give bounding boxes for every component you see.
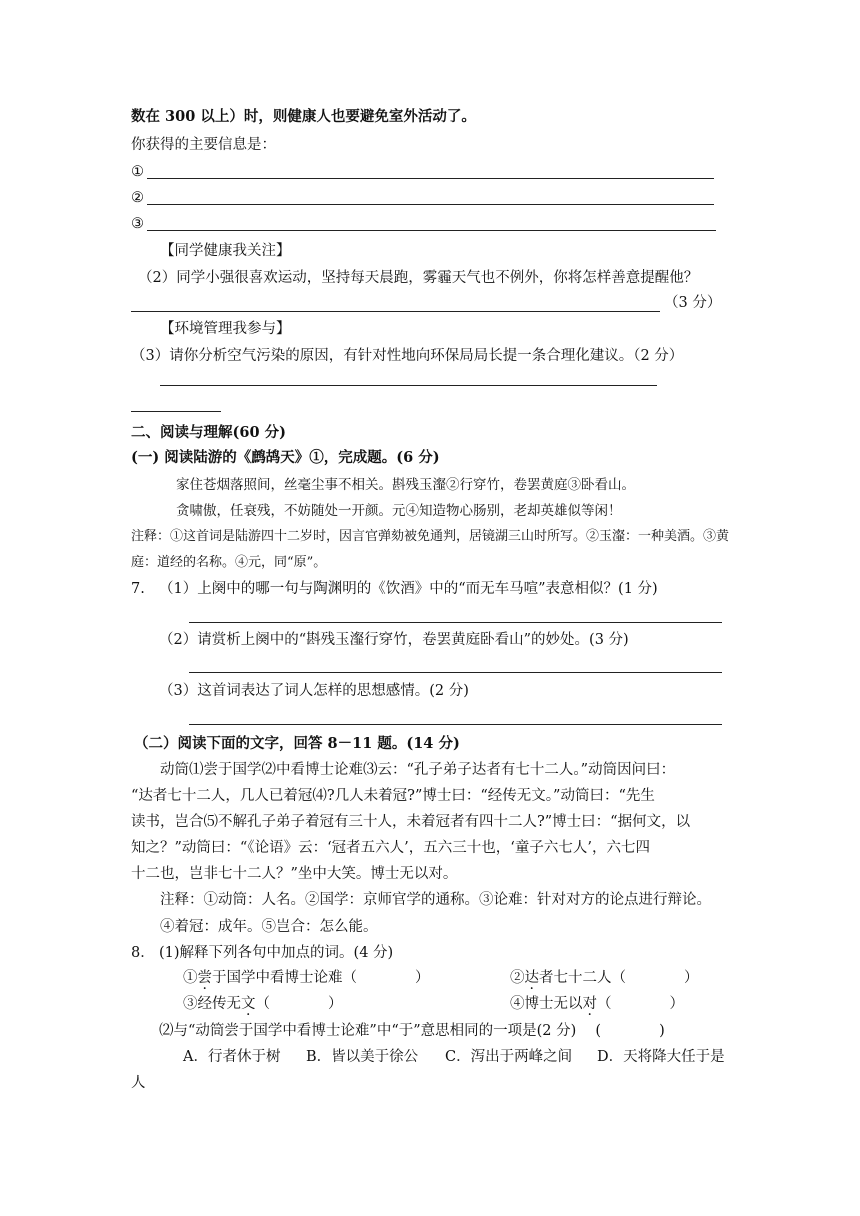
section-title: 二、阅读与理解(60 分) (131, 424, 286, 441)
answer-marker-1: ① (131, 164, 144, 180)
option-d: D．天将降大任于是 (597, 1049, 725, 1065)
q8-part1: (1)解释下列各句中加点的词。(4 分) (159, 945, 394, 961)
answer-line-q7a[interactable] (189, 622, 722, 623)
answer-marker-3: ③ (131, 216, 144, 232)
q7-part3: （3）这首词表达了词人怎样的思想感情。(2 分) (159, 683, 469, 699)
q8-item-3: ③经传无文（ ） (183, 996, 343, 1012)
q8-number: 8． (131, 945, 155, 961)
answer-line-2[interactable] (147, 204, 714, 205)
q7-number: 7. (131, 581, 145, 597)
prose-line-3: 读书，岂合⑸不解孔子弟子着冠有三十人，未着冠者有四十二人?”博士曰：“据何文，以 (131, 814, 691, 830)
env-heading: 【环境管理我参与】 (160, 321, 291, 337)
intro-text: 数在 300 以上）时，则健康人也要避免室外活动了。 (131, 108, 476, 125)
answer-line-1[interactable] (147, 178, 714, 179)
question-2: （2）同学小强很喜欢运动，坚持每天晨跑，雾霾天气也不例外，你将怎样善意提醒他？ (138, 270, 699, 286)
poem-line-2: 贪啸傲，任衰残，不妨随处一开颜。元④知造物心肠别，老却英雄似等闲！ (176, 503, 622, 519)
answer-line-q7c[interactable] (189, 724, 722, 725)
prose-note-1: 注释：①动筒：人名。②国学：京师官学的通称。③论难：针对对方的论点进行辩论。 (160, 892, 711, 908)
poem-section-title: (一) 阅读陆游的《鹧鸪天》①，完成题。(6 分) (131, 449, 440, 466)
prose-note-2: ④着冠：成年。⑤岂合：怎么能。 (160, 919, 378, 935)
option-d-continued: 人 (131, 1075, 146, 1091)
answer-line-q3a[interactable] (160, 385, 657, 386)
dotted-word: 文 (241, 996, 256, 1012)
prose-section-title: （二）阅读下面的文字，回答 8－11 题。(14 分) (134, 735, 460, 752)
prose-line-5: 十二也，岂非七十二人？”坐中大笑。博士无以对。 (131, 866, 458, 882)
poem-note-1: 注释：①这首词是陆游四十二岁时，因言官弹劾被免通判，居镜湖三山时所写。②玉瀣：一种美酒。③黄 (131, 529, 730, 544)
poem-line-1: 家住苍烟落照间，丝毫尘事不相关。斟残玉瀣②行穿竹，卷罢黄庭③卧看山。 (176, 477, 635, 493)
answer-marker-2: ② (131, 190, 144, 206)
health-heading: 【同学健康我关注】 (160, 243, 291, 259)
option-a: A．行者休于树 (183, 1049, 281, 1065)
q8-item-2: ②达者七十二人（ ） (510, 970, 699, 986)
prose-line-1: 动筒⑴尝于国学⑵中看博士论难⑶云：“孔子弟子达者有七十二人。”动筒因问曰： (160, 762, 676, 778)
answer-line-3[interactable] (147, 230, 716, 231)
q7-part2: （2）请赏析上阕中的“斟残玉瀣行穿竹，卷罢黄庭卧看山”的妙处。(3 分) (159, 632, 629, 648)
dotted-word: 尝 (197, 970, 212, 986)
q7-part1: （1）上阕中的哪一句与陶渊明的《饮酒》中的“而无车马喧”表意相似？(1 分) (159, 581, 658, 597)
answer-line-q7b[interactable] (189, 672, 722, 673)
prose-line-2: “达者七十二人，几人已着冠⑷?几人未着冠?”博士曰：“经传无文。”动筒曰：“先生 (131, 788, 655, 804)
dotted-word: 对 (582, 996, 597, 1012)
q8-item-1: ①尝于国学中看博士论难（ ） (183, 970, 430, 986)
option-b: B．皆以美于徐公 (306, 1049, 419, 1065)
info-prompt: 你获得的主要信息是： (131, 137, 276, 153)
answer-line-q2[interactable] (131, 311, 660, 312)
option-c: C．泻出于两峰之间 (445, 1049, 573, 1065)
poem-note-2: 庭：道经的名称。④元，同“原”。 (131, 555, 327, 570)
question-3: （3）请你分析空气污染的原因，有针对性地向环保局局长提一条合理化建议。（2 分） (131, 348, 684, 364)
dotted-word: 达 (524, 970, 539, 986)
prose-line-4: 知之？”动筒曰：“《论语》云：‘冠者五六人’，五六三十也，‘童子六七人’，六七四 (131, 840, 651, 856)
q8-item-4: ④博士无以对（ ） (510, 996, 684, 1012)
q2-score: （3 分） (664, 295, 722, 311)
q8-part2: ⑵与“动筒尝于国学中看博士论难”中“于”意思相同的一项是(2 分) ( ) (159, 1023, 665, 1039)
answer-line-q3b[interactable] (131, 411, 221, 412)
